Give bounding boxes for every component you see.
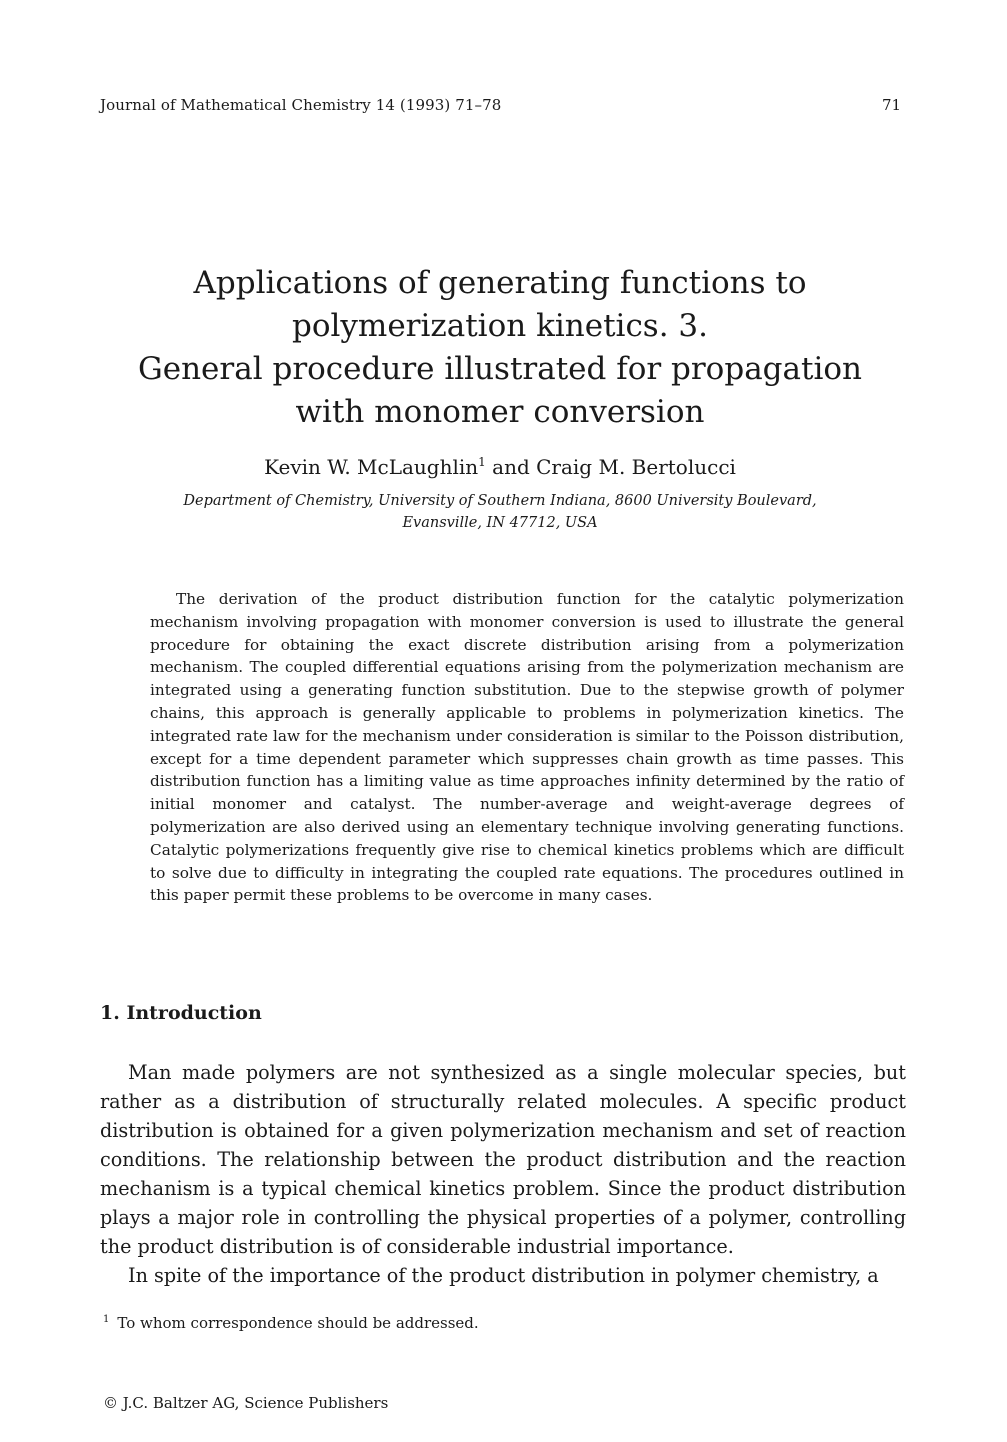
affiliation-line: Evansville, IN 47712, USA <box>402 515 598 531</box>
running-head: Journal of Mathematical Chemistry 14 (1993) 71–78 <box>100 96 502 114</box>
author-name: Kevin W. McLaughlin <box>264 455 479 479</box>
title-line: with monomer conversion <box>295 394 705 430</box>
body-paragraph: In spite of the importance of the product distribution in polymer chemistry, a <box>128 1264 879 1287</box>
affiliation-line: Department of Chemistry, University of Southern Indiana, 8600 University Boulevard, <box>183 493 817 509</box>
author-footnote-mark: 1 <box>478 455 486 469</box>
author-list <box>100 455 900 479</box>
author-joiner: and <box>485 455 537 479</box>
abstract <box>150 588 904 907</box>
footnote-mark: 1 <box>103 1314 110 1325</box>
body-paragraph: Man made polymers are not synthesized as a single molecular species, but rather as a distribution of structurally related molecules. A specific product distribution is obtained for a given polymerization mechanism and set of reaction conditions. The relationship between the product distribution and the reaction mechanism is a typical chemical kinetics problem. Since the product distribution plays a major role in controlling the physical properties of a polymer, controlling the product distribution is of considerable industrial importance. <box>100 1061 906 1258</box>
title-line: polymerization kinetics. 3. <box>291 308 709 344</box>
title-line: General procedure illustrated for propagation <box>137 351 863 387</box>
author-name: Craig M. Bertolucci <box>536 455 736 479</box>
section-heading: 1. Introduction <box>100 1002 262 1024</box>
page-number: 71 <box>882 96 902 114</box>
introduction-body <box>100 1058 906 1290</box>
publisher-line: © J.C. Baltzer AG, Science Publishers <box>103 1394 389 1412</box>
abstract-text: The derivation of the product distribution function for the catalytic polymerization mechanism involving propagation with monomer conversion is used to illustrate the general procedure for obtaining the exact discrete distribution arising from a polymerization mechanism. The coupled differential equations arising from the polymerization mechanism are integrated using a generating function substitution. Due to the stepwise growth of polymer chains, this approach is generally applicable to problems in polymerization kinetics. The integrated rate law for the mechanism under consideration is similar to the Poisson distribution, except for a time dependent parameter which suppresses chain growth as time passes. This distribution function has a limiting value as time approaches infinity determined by the ratio of initial monomer and catalyst. The number-average and weight-average degrees of polymerization are also derived using an elementary technique involving generating functions. Catalytic polymerizations frequently give rise to chemical kinetics problems which are difficult to solve due to difficulty in integrating the coupled rate equations. The procedures outlined in this paper permit these problems to be overcome in many cases. <box>150 590 904 905</box>
title-line: Applications of generating functions to <box>193 265 807 301</box>
article-title <box>100 262 900 434</box>
footnote-text: To whom correspondence should be addressed. <box>117 1314 479 1332</box>
affiliation <box>150 490 850 534</box>
footnote <box>103 1314 479 1332</box>
